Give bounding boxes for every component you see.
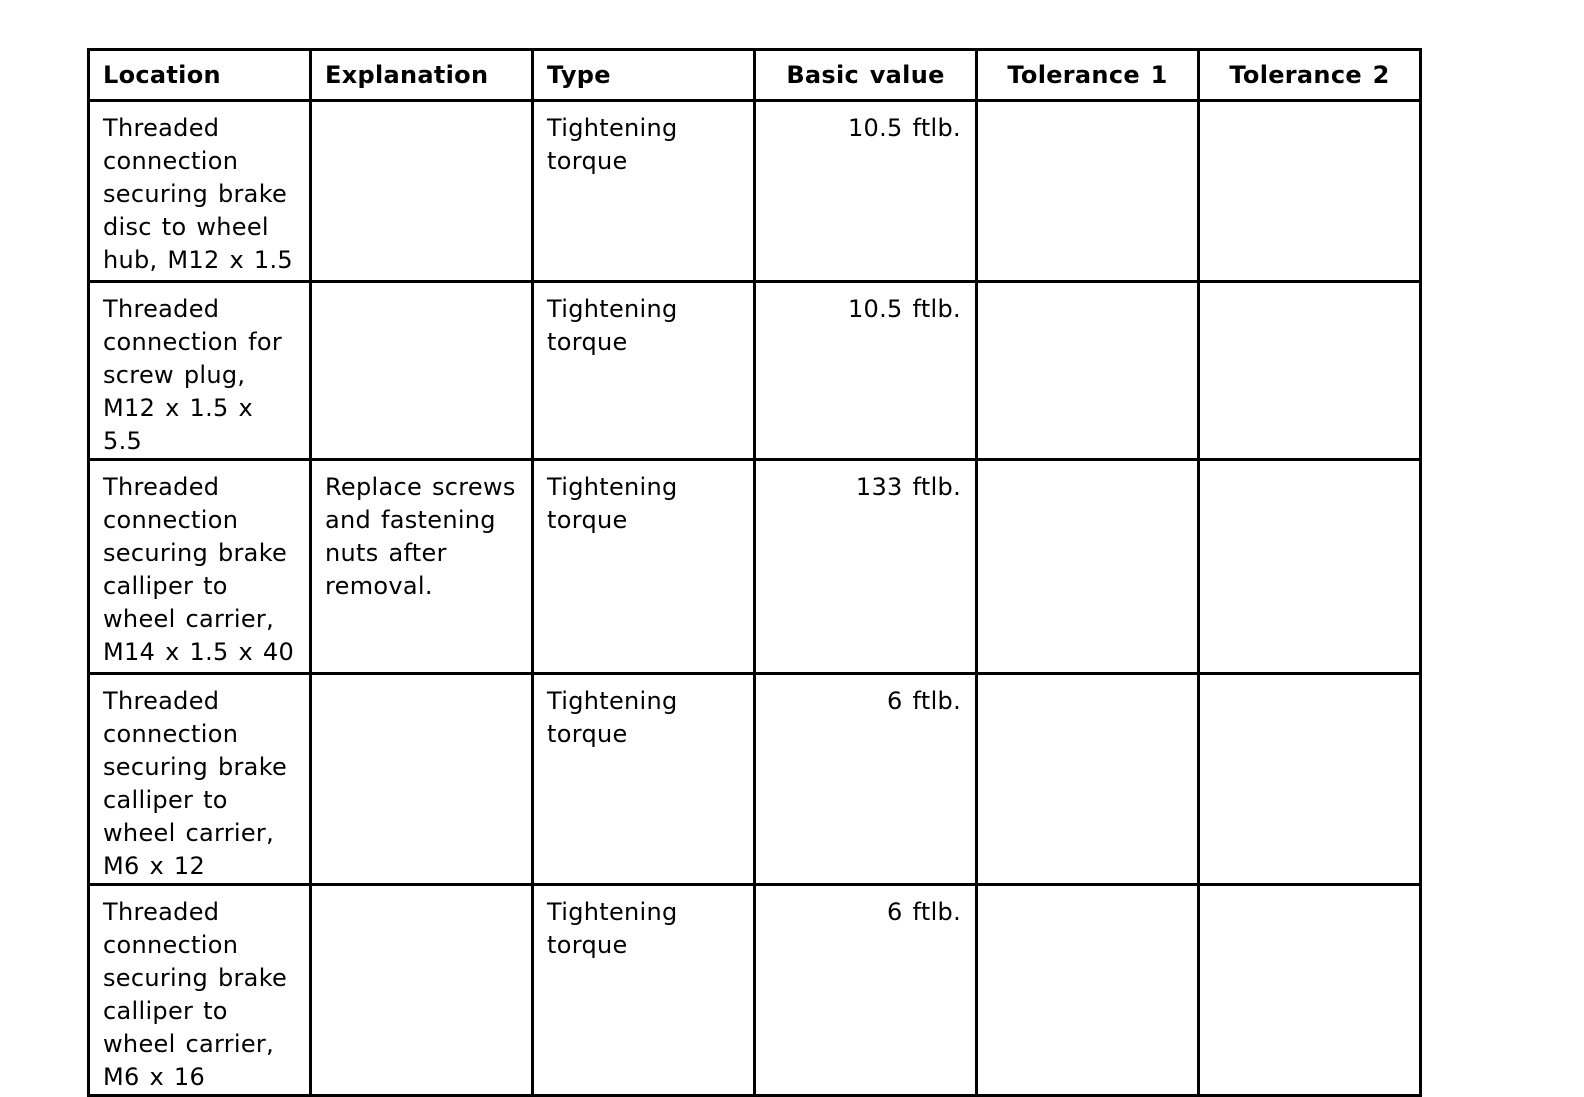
cell-type: Tightening torque — [533, 101, 755, 282]
cell-location: Threaded connection for screw plug, M12 x 1.5 x 5.5 — [89, 282, 311, 460]
cell-tolerance-2 — [1199, 101, 1421, 282]
table-row — [89, 674, 1421, 885]
cell-type: Tightening torque — [533, 674, 755, 885]
cell-tolerance-2 — [1199, 460, 1421, 674]
cell-explanation — [311, 282, 533, 460]
header-tolerance-2: Tolerance 2 — [1199, 50, 1421, 101]
cell-tolerance-1 — [977, 885, 1199, 1096]
table-row — [89, 101, 1421, 282]
header-tolerance-1: Tolerance 1 — [977, 50, 1199, 101]
table-row — [89, 460, 1421, 674]
cell-basic-value: 6 ftlb. — [755, 885, 977, 1096]
cell-tolerance-2 — [1199, 674, 1421, 885]
cell-tolerance-1 — [977, 282, 1199, 460]
cell-tolerance-1 — [977, 101, 1199, 282]
table-body — [89, 101, 1421, 1096]
cell-basic-value: 10.5 ftlb. — [755, 282, 977, 460]
table-row — [89, 885, 1421, 1096]
cell-explanation — [311, 885, 533, 1096]
header-basic-value: Basic value — [755, 50, 977, 101]
cell-tolerance-1 — [977, 674, 1199, 885]
cell-location: Threaded connection securing brake calliper to wheel carrier, M6 x 12 — [89, 674, 311, 885]
cell-type: Tightening torque — [533, 885, 755, 1096]
table-row — [89, 282, 1421, 460]
header-type: Type — [533, 50, 755, 101]
torque-spec-table — [87, 48, 1422, 1097]
header-location: Location — [89, 50, 311, 101]
header-explanation: Explanation — [311, 50, 533, 101]
cell-basic-value: 10.5 ftlb. — [755, 101, 977, 282]
cell-location: Threaded connection securing brake calliper to wheel carrier, M14 x 1.5 x 40 — [89, 460, 311, 674]
cell-location: Threaded connection securing brake calliper to wheel carrier, M6 x 16 — [89, 885, 311, 1096]
cell-type: Tightening torque — [533, 460, 755, 674]
header-row — [89, 50, 1421, 101]
cell-explanation: Replace screws and fastening nuts after removal. — [311, 460, 533, 674]
cell-tolerance-2 — [1199, 885, 1421, 1096]
cell-tolerance-2 — [1199, 282, 1421, 460]
cell-explanation — [311, 674, 533, 885]
cell-basic-value: 6 ftlb. — [755, 674, 977, 885]
cell-basic-value: 133 ftlb. — [755, 460, 977, 674]
cell-location: Threaded connection securing brake disc to wheel hub, M12 x 1.5 — [89, 101, 311, 282]
cell-type: Tightening torque — [533, 282, 755, 460]
cell-explanation — [311, 101, 533, 282]
table-header — [89, 50, 1421, 101]
cell-tolerance-1 — [977, 460, 1199, 674]
